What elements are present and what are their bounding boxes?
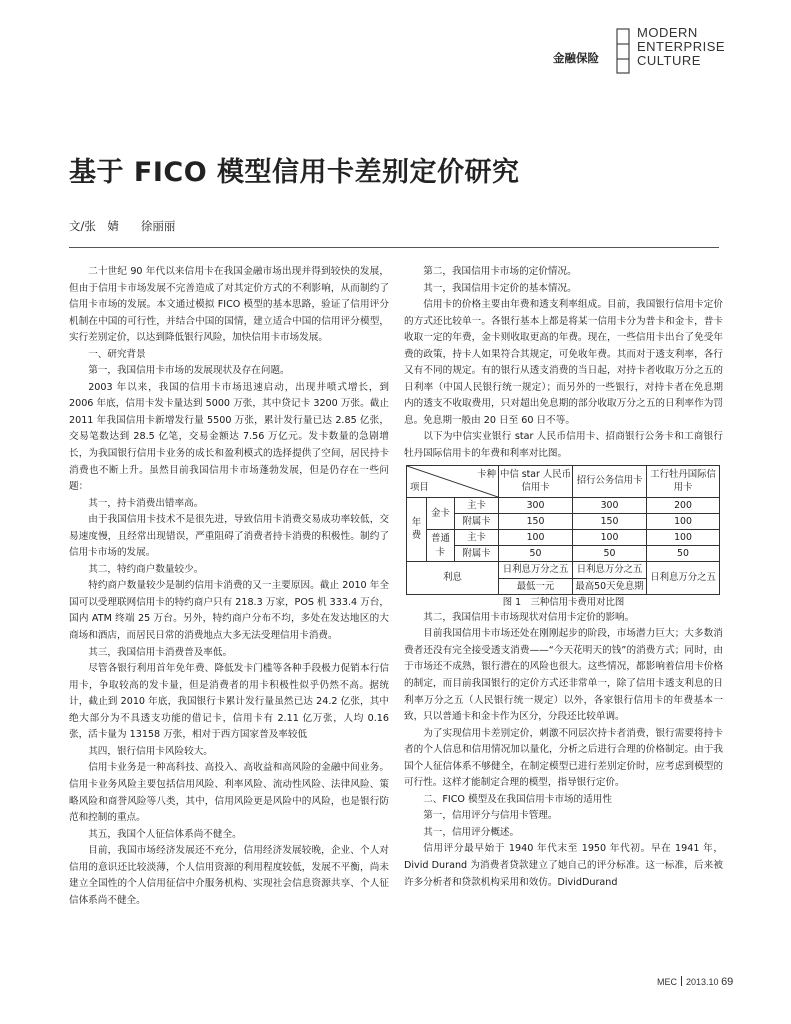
page-footer xyxy=(657,976,733,988)
annual-fee-label: 年费 xyxy=(407,497,427,562)
footer-separator xyxy=(681,976,682,986)
table-cell: 日利息万分之五 xyxy=(647,562,720,594)
author-secondary: 徐丽丽 xyxy=(140,219,176,233)
body-paragraph: 特约商户数量较少是制约信用卡消费的又一主要原因。截止 2010 年全国可以受理联网信用卡的特约商户只有 218.3 万家，POS 机 333.4 万台，国内 ATM 终端 25 万台。另外，特约商户分布不均，多处在发达地区的大商场和酒店，而居民日常的消费地点大多无法受理信用卡消费。 xyxy=(69,580,389,642)
body-paragraph: 信用评分最早始于 1940 年代末至 1950 年代初。早在 1941 年，Divid Durand 为消费者贷款建立了她自己的评分标准。这一标准，后来被许多分析者和贷款机构采用和效仿。DividDurand xyxy=(404,843,723,888)
table-cell: 最低一元 xyxy=(499,578,573,594)
corner-label-card-type: 卡种 xyxy=(477,468,497,480)
table-row xyxy=(407,562,720,578)
sub-card-label: 附属卡 xyxy=(455,513,499,529)
abstract-paragraph: 二十世纪 90 年代以来信用卡在我国金融市场出现并得到较快的发展，但由于信用卡市场发展不完善造成了对其定价方式的不利影响，从而制约了信用卡市场的发展。本文通过模拟 FICO 模型的基本思路，验证了信用评分机制在中国的可行性，并结合中国的国情，建立适合中国的信用评分模型，实行差别定价，以达到降低银行风险，加快信用卡市场发展。 xyxy=(69,266,389,344)
author-primary: 文/张 婧 xyxy=(69,219,119,233)
column-header: 工行牡丹国际信用卡 xyxy=(647,465,720,497)
point-heading: 其四，银行信用卡风险较大。 xyxy=(88,745,213,757)
main-card-label: 主卡 xyxy=(455,529,499,545)
fee-comparison-table xyxy=(406,465,720,595)
table-cell: 100 xyxy=(647,529,720,545)
page-number: 69 xyxy=(721,976,734,988)
subsection-heading: 第二，我国信用卡市场的定价情况。 xyxy=(423,266,577,277)
body-paragraph: 目前，我国市场经济发展还不充分，信用经济发展较晚，企业、个人对信用的意识还比较淡薄，个人信用资源的利用程度较低，发展不平衡，尚未建立全国性的个人信用征信中介服务机构、实现社会信息资源共享、个人征信体系尚不健全。 xyxy=(69,845,389,906)
table-cell: 150 xyxy=(573,513,647,529)
title-divider xyxy=(69,247,719,248)
table-cell: 300 xyxy=(499,497,573,513)
table-row xyxy=(407,529,720,545)
table-cell: 200 xyxy=(647,497,720,513)
body-paragraph: 目前我国信用卡市场还处在刚刚起步的阶段，市场潜力巨大；大多数消费者还没有完全接受透支消费——“今天花明天的钱”的消费方式；同时，由于市场还不成熟，银行潜在的风险也很大。这些情况，都影响着信用卡价格的制定，而目前我国银行的定价方式还非常单一，除了信用卡透支利息的日利率万分之五（人民银行统一规定）以外，各家银行信用卡的年费基本一致，只以普通卡和金卡作为区分，分段还比较单调。 xyxy=(404,628,723,723)
table-row xyxy=(407,497,720,513)
point-heading: 其二，特约商户数量较少。 xyxy=(88,563,204,575)
logo-line-3: CULTURE xyxy=(637,53,701,68)
article-title: 基于 FICO 模型信用卡差别定价研究 xyxy=(69,157,520,188)
table-cell: 日利息万分之五 xyxy=(573,562,647,578)
table-intro-paragraph: 以下为中信实业银行 star 人民币信用卡、招商银行公务卡和工商银行牡丹国际信用卡的年费和利率对比图。 xyxy=(404,431,723,460)
body-paragraph: 信用卡的价格主要由年费和透支利率组成。目前，我国银行信用卡定价的方式还比较单一。各银行基本上都是将某一信用卡分为普卡和金卡，普卡收取一定的年费，金卡则收取更高的年费。现在，一些信用卡出台了免受年费的政策，持卡人如果符合其规定，可免收年费。其而对于透支利率，各行又有不同的规定。有的银行从透支消费的当日起，对持卡者收取万分之五的日利率（中国人民银行统一规定）；而另外的一些银行，对持卡者在免息期内的透支不收取费用，只对超出免息期的部分收取万分之五的日利率作为罚息。免息期一般由 20 日至 60 日不等。 xyxy=(404,299,723,426)
table-cell: 最高50天免息期 xyxy=(573,578,647,594)
column-header: 招行公务信用卡 xyxy=(573,465,647,497)
left-column xyxy=(69,264,389,909)
point-heading: 其二，我国信用卡市场现状对信用卡定价的影响。 xyxy=(423,611,635,623)
point-heading: 其三，我国信用卡消费普及率低。 xyxy=(88,646,233,658)
interest-label: 利息 xyxy=(407,562,499,594)
table-cell: 50 xyxy=(499,546,573,562)
body-paragraph: 尽管各银行利用首年免年费、降低发卡门槛等各种手段极力促销本行信用卡，争取较高的发卡量，但是消费者的用卡积极性似乎仍然不高。据统计，截止到 2010 年底，我国银行卡累计发行量虽然已达 24.2 亿张，其中绝大部分为不具透支功能的借记卡，信用卡有 2.11 亿万张，人均 0.16 张，活卡量为 13158 万张，相对于西方国家普及率较低 xyxy=(69,663,389,741)
point-heading: 其一，信用评分概述。 xyxy=(423,826,520,838)
journal-logo-icon xyxy=(616,28,630,74)
table-cell: 100 xyxy=(499,529,573,545)
table-cell: 300 xyxy=(573,497,647,513)
main-card-label: 主卡 xyxy=(455,497,499,513)
regular-card-label: 普通卡 xyxy=(427,529,455,561)
corner-label-item: 项目 xyxy=(410,482,429,494)
logo-line-2: ENTERPRISE xyxy=(637,39,726,54)
column-header: 中信 star 人民币信用卡 xyxy=(499,465,573,497)
body-paragraph: 为了实现信用卡差别定价，刺激不同层次持卡者消费，银行需要将持卡者的个人信息和信用情况加以量化，分析之后进行合理的价格制定。由于我国个人征信体系不够健全，在制定模型已进行差别定价时，应考虑到模型的可行性。这样才能制定合理的模型，指导银行定价。 xyxy=(404,727,723,789)
footer-issue: 2013.10 xyxy=(686,977,719,987)
byline xyxy=(69,218,197,234)
table-cell: 50 xyxy=(647,546,720,562)
point-heading: 其一，我国信用卡定价的基本情况。 xyxy=(423,282,577,294)
body-paragraph: 由于我国信用卡技术不是很先进，导致信用卡消费交易成功率较低，交易速度慢，且经常出现错误，严重阻碍了消费者持卡消费的积极性。制约了信用卡市场的发展。 xyxy=(69,514,389,559)
table-header-row xyxy=(407,465,720,497)
section-heading: 二、FICO 模型及在我国信用卡市场的适用性 xyxy=(423,793,612,805)
body-paragraph: 信用卡业务是一种高科技、高投入、高收益和高风险的金融中间业务。信用卡业务风险主要包括信用风险、利率风险、流动性风险、法律风险、策略风险和商誉风险等八类，其中，信用风险更是风险中的风险，也是银行防范和控制的重点。 xyxy=(69,762,389,824)
table-cell: 50 xyxy=(573,546,647,562)
point-heading: 其五，我国个人征信体系尚不健全。 xyxy=(88,828,242,840)
section-label: 金融保险 xyxy=(553,51,599,65)
gold-card-label: 金卡 xyxy=(427,497,455,529)
logo-line-1: MODERN xyxy=(637,25,698,40)
figure-caption: 图 1 三种信用卡费用对比图 xyxy=(502,596,625,608)
footer-journal: MEC xyxy=(657,977,677,987)
subsection-heading: 第一，信用评分与信用卡管理。 xyxy=(423,810,558,822)
table-corner-cell xyxy=(407,465,499,497)
table-cell: 日利息万分之五 xyxy=(499,562,573,578)
right-column xyxy=(404,264,723,891)
section-heading: 一、研究背景 xyxy=(88,348,146,360)
point-heading: 其一，持卡消费出错率高。 xyxy=(88,497,204,509)
table-cell: 150 xyxy=(499,513,573,529)
table-cell: 100 xyxy=(647,513,720,529)
subsection-heading: 第一，我国信用卡市场的发展现状及存在问题。 xyxy=(88,365,290,377)
table-cell: 100 xyxy=(573,529,647,545)
body-paragraph: 2003 年以来，我国的信用卡市场迅速启动，出现井喷式增长，到 2006 年底，信用卡发卡量达到 5000 万张，其中贷记卡 3200 万张。截止 2011 年我国信用卡新增发行量 5500 万张，累计发行量已达 2.85 亿张，交易笔数达到 28.5 亿笔，交易金额达 7.56 万亿元。发卡数量的急剧增长，为我国银行信用卡业务的成长和盈利模式的选择提供了空间，居民持卡消费也不断上升。虽然目前我国信用卡市场蓬勃发展，但是仍存在一些问题： xyxy=(69,381,389,493)
journal-logo-text xyxy=(637,26,725,68)
sub-card-label: 附属卡 xyxy=(455,546,499,562)
